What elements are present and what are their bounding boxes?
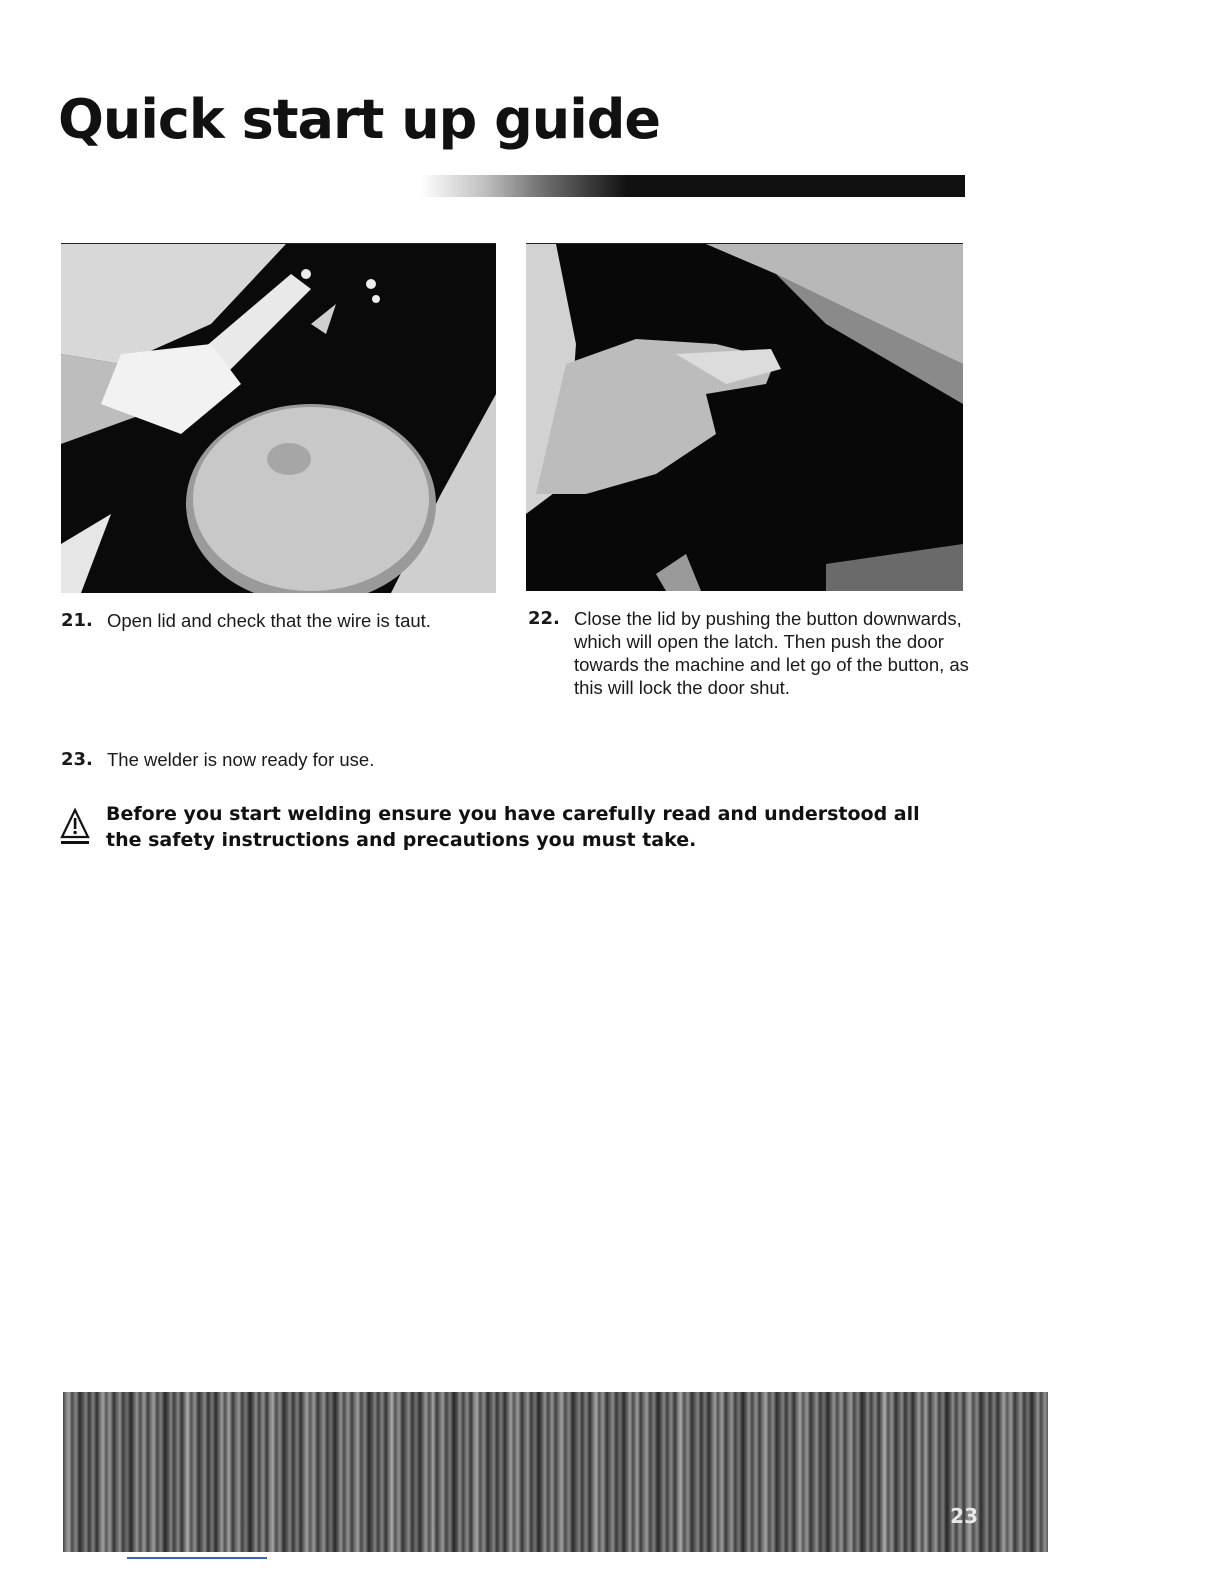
page-number: 23 xyxy=(950,1504,978,1528)
warning-text: Before you start welding ensure you have carefully read and understood all the safety instructions and precautions you must take. xyxy=(106,803,920,851)
step-text: The welder is now ready for use. xyxy=(107,749,375,770)
step-23 xyxy=(61,748,501,772)
step-22 xyxy=(528,607,968,725)
footer-decorative-band xyxy=(63,1392,1048,1552)
photo-open-lid-wire-spool xyxy=(61,243,496,593)
warning-triangle-icon xyxy=(60,807,90,847)
step-number: 22. xyxy=(528,608,560,629)
title-decorative-bar xyxy=(420,175,965,197)
footer-divider xyxy=(127,1557,267,1559)
photo-close-lid-button xyxy=(526,243,963,591)
safety-warning xyxy=(60,801,960,855)
page-title: Quick start up guide xyxy=(58,88,661,151)
step-text: Open lid and check that the wire is taut. xyxy=(107,610,431,631)
step-21 xyxy=(61,609,501,633)
step-number: 23. xyxy=(61,749,93,770)
step-number: 21. xyxy=(61,610,93,631)
step-text: Close the lid by pushing the button downwards, which will open the latch. Then push the door towards the machine and let go of the button, as this will lock the door shut. xyxy=(574,608,969,698)
